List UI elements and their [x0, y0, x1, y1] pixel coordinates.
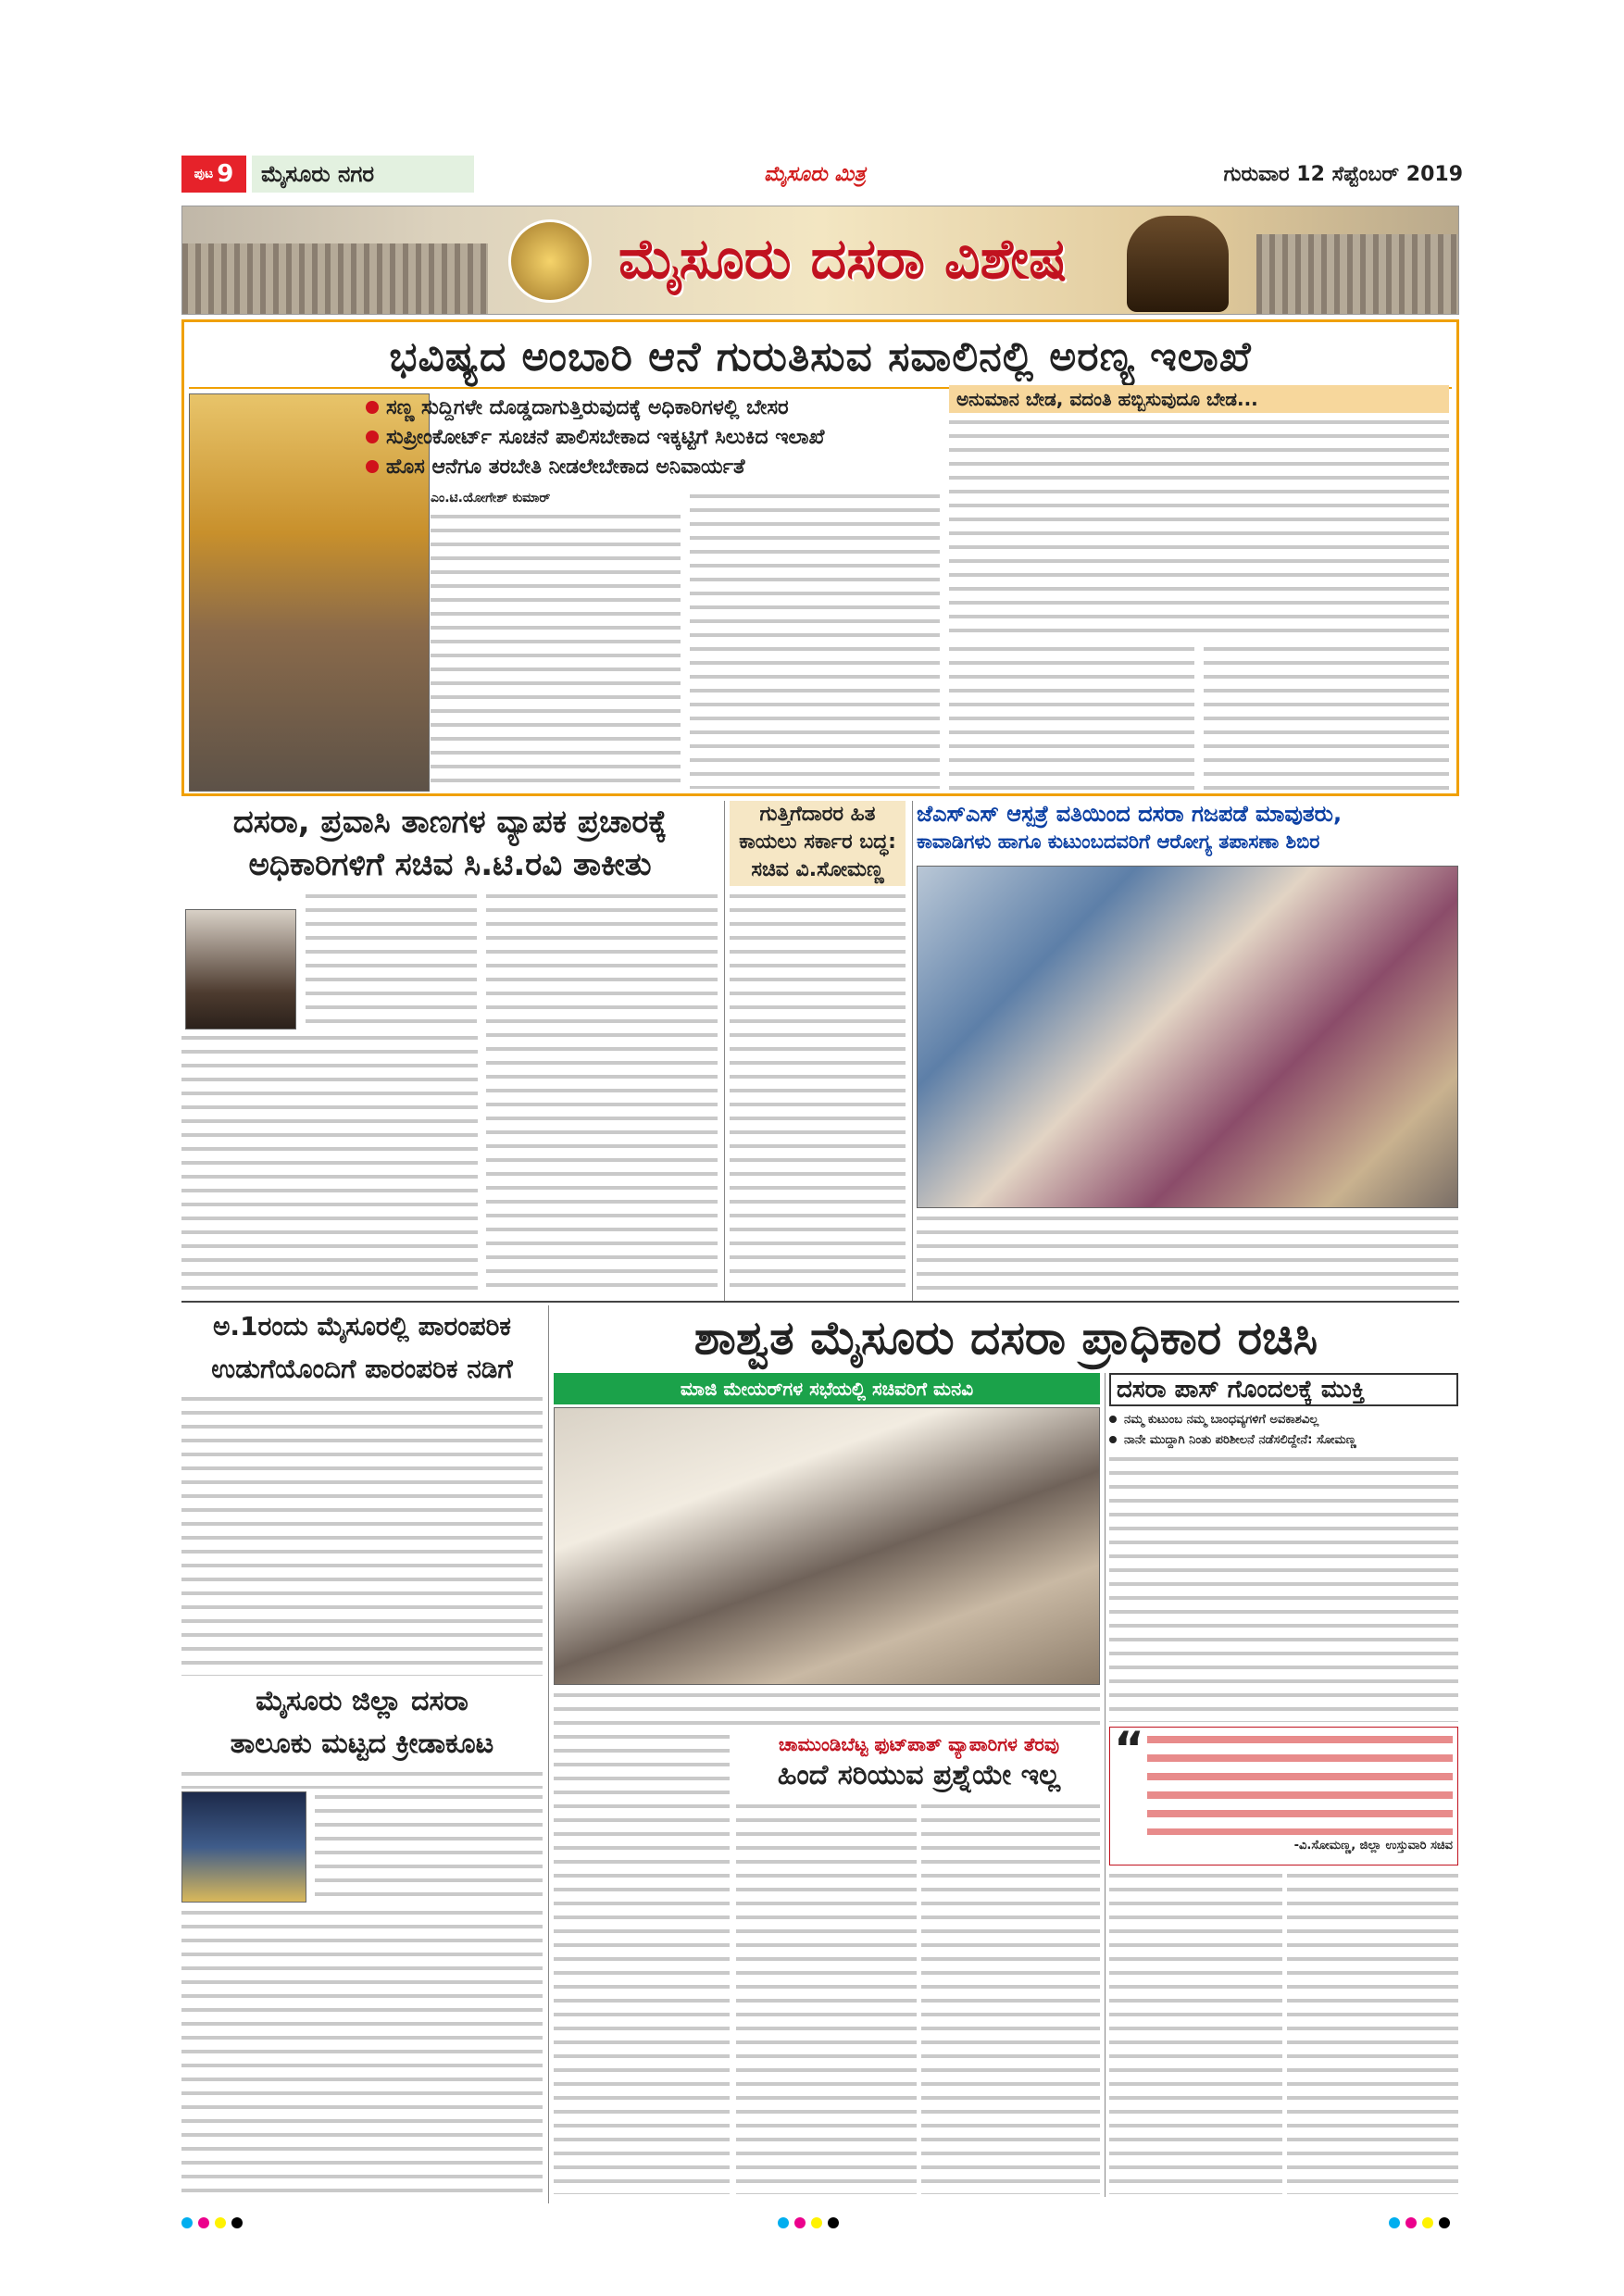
page-number-badge: [181, 156, 246, 193]
authority-sub-bar: ಮಾಜಿ ಮೇಯರ್‌ಗಳ ಸಭೆಯಲ್ಲಿ ಸಚಿವರಿಗೆ ಮನವಿ: [554, 1373, 1100, 1404]
sports-headline: ಮೈಸೂರು ಜಿಲ್ಲಾ ದಸರಾ ತಾಲೂಕು ಮಟ್ಟದ ಕ್ರೀಡಾಕೂಟ: [230, 1685, 494, 1760]
quote-box: [1109, 1722, 1458, 1866]
palace-image-right: [1256, 234, 1458, 314]
section-name: ಮೈಸೂರು ನಗರ: [252, 156, 474, 193]
page-number: 9: [217, 160, 234, 188]
paper-name: ಮೈಸೂರು ಮಿತ್ರ: [764, 162, 866, 186]
authority-body-col-1: [554, 1731, 730, 2194]
lead-body-col-2: [690, 491, 940, 789]
lead-body-col-3: [949, 643, 1194, 792]
divider: [1105, 1373, 1106, 2197]
divider: [181, 1301, 1459, 1303]
lead-bullet: ಸುಪ್ರೀಂಕೋರ್ಟ್ ಸೂಚನೆ ಪಾಲಿಸಬೇಕಾದ ಇಕ್ಕಟ್ಟಿಗೆ ಸಿಲುಕಿದ ಇಲಾಖೆ: [366, 423, 940, 451]
jss-headline-1: ಜೆಎಸ್‌ಎಸ್ ಆಸ್ಪತ್ರೆ ವತಿಯಿಂದ ದಸರಾ ಗಜಪಡೆ ಮಾವುತರು,: [917, 801, 1343, 827]
registration-marks-left: [181, 2217, 243, 2228]
registration-dot: [1439, 2217, 1450, 2228]
lead-bullet: ಹೊಸ ಆನೆಗೂ ತರಬೇತಿ ನೀಡಲೇಬೇಕಾದ ಅನಿವಾರ್ಯತೆ: [366, 453, 940, 480]
pass-bullet: ನಮ್ಮ ಕುಟುಂಬ ನಮ್ಮ ಬಾಂಧವ್ಯಗಳಿಗೆ ಅವಕಾಶವಿಲ್ಲ: [1109, 1409, 1458, 1429]
pass-headline: ದಸರಾ ಪಾಸ್ ಗೊಂದಲಕ್ಕೆ ಮುಕ್ತಿ: [1109, 1373, 1458, 1406]
lead-body-col-1: [431, 511, 681, 789]
ravi-body-col-1a: [306, 891, 477, 1029]
ravi-body-col-2: [486, 891, 718, 1296]
divider: [548, 1305, 549, 2203]
contractors-body: [730, 891, 906, 1296]
meeting-photo-caption: [554, 1690, 1100, 1727]
bullet-icon: [366, 401, 379, 414]
pass-body-col-2: [1109, 1870, 1282, 2194]
lead-headline: ಭವಿಷ್ಯದ ಅಂಬಾರಿ ಆನೆ ಗುರುತಿಸುವ ಸವಾಲಿನಲ್ಲಿ ಅರಣ್ಯ ಇಲಾಖೆ: [389, 332, 1252, 381]
quote-attribution: -ವಿ.ಸೋಮಣ್ಣ, ಜಿಲ್ಲಾ ಉಸ್ತುವಾರಿ ಸಚಿವ: [1293, 1839, 1453, 1853]
minister-ct-ravi-photo: [185, 909, 296, 1029]
registration-dot: [778, 2217, 789, 2228]
mahishasura-statue-image: [1127, 216, 1229, 312]
footpath-headline: ಚಾಮುಂಡಿಬೆಟ್ಟ ಫುಟ್‌ಪಾತ್ ವ್ಯಾಪಾರಿಗಳ ತೆರವು ಹಿಂದೆ ಸರಿಯುವ ಪ್ರಶ್ನೆಯೇ ಇಲ್ಲ: [777, 1733, 1061, 1791]
registration-dot: [198, 2217, 209, 2228]
quote-mark-icon: “: [1114, 1722, 1144, 1776]
heritage-walk-body: [181, 1393, 543, 1676]
lead-sidebar-heading: ಅನುಮಾನ ಬೇಡ, ವದಂತಿ ಹಬ್ಬಿಸುವುದೂ ಬೇಡ...: [949, 385, 1449, 413]
sports-body-col-2: [181, 1907, 543, 2194]
registration-marks-center: [778, 2217, 839, 2228]
bullet-icon: [366, 430, 379, 443]
jss-headline-2: ಕಾವಾಡಿಗಳು ಹಾಗೂ ಕುಟುಂಬದವರಿಗೆ ಆರೋಗ್ಯ ತಪಾಸಣಾ ಶಿಬಿರ: [917, 830, 1320, 853]
contractors-headline: ಗುತ್ತಿಗೆದಾರರ ಹಿತ ಕಾಯಲು ಸರ್ಕಾರ ಬದ್ಧ: ಸಚಿವ ವಿ.ಸೋಮಣ್ಣ: [730, 801, 906, 886]
registration-marks-right: [1389, 2217, 1450, 2228]
lead-sidebar-body: [949, 417, 1449, 639]
bullet-icon: [1109, 1416, 1117, 1423]
lead-bullet: ಸಣ್ಣ ಸುದ್ದಿಗಳೇ ದೊಡ್ಡದಾಗುತ್ತಿರುವುದಕ್ಕೆ ಅಧಿಕಾರಿಗಳಲ್ಲಿ ಬೇಸರ: [366, 393, 940, 421]
authority-headline: ಶಾಶ್ವತ ಮೈಸೂರು ದಸರಾ ಪ್ರಾಧಿಕಾರ ರಚಿಸಿ: [693, 1311, 1318, 1365]
bullet-icon: [1109, 1436, 1117, 1443]
issue-date: ಗುರುವಾರ 12 ಸೆಪ್ಟೆಂಬರ್ 2019: [1223, 162, 1463, 186]
heritage-walk-headline: ಅ.1ರಂದು ಮೈಸೂರಲ್ಲಿ ಪಾರಂಪರಿಕ ಉಡುಗೆಯೊಂದಿಗೆ ಪಾರಂಪರಿಕ ನಡಿಗೆ: [211, 1311, 513, 1384]
registration-dot: [828, 2217, 839, 2228]
registration-dot: [811, 2217, 822, 2228]
ravi-body-col-1b: [181, 1032, 478, 1296]
footpath-body-col-1: [736, 1801, 917, 2194]
footpath-body-col-2: [921, 1801, 1100, 2194]
palace-image-left: [182, 243, 488, 314]
bullet-icon: [366, 460, 379, 473]
divider: [912, 801, 913, 1301]
sports-body-lead: [181, 1768, 543, 1789]
lead-body-col-4: [1204, 643, 1449, 792]
pass-body: [1109, 1454, 1458, 1722]
registration-dot: [215, 2217, 226, 2228]
registration-dot: [1422, 2217, 1433, 2228]
lead-byline: ಎಂ.ಟಿ.ಯೋಗೇಶ್ ಕುಮಾರ್: [431, 491, 551, 505]
quote-text: [1147, 1733, 1453, 1835]
pass-body-col-3: [1287, 1870, 1458, 2194]
registration-dot: [794, 2217, 806, 2228]
health-camp-photo: [917, 866, 1458, 1208]
registration-dot: [1389, 2217, 1400, 2228]
sports-photo: [181, 1791, 306, 1903]
former-mayors-meeting-photo: [554, 1407, 1100, 1685]
jss-photo-caption: [917, 1213, 1458, 1296]
ravi-headline: ದಸರಾ, ಪ್ರವಾಸಿ ತಾಣಗಳ ವ್ಯಾಪಕ ಪ್ರಚಾರಕ್ಕೆ ಅಧಿಕಾರಿಗಳಿಗೆ ಸಚಿವ ಸಿ.ಟಿ.ರವಿ ತಾಕೀತು: [232, 804, 668, 883]
page-label: ಪುಟ: [194, 167, 214, 181]
pass-bullet: ನಾನೇ ಮುದ್ದಾಗಿ ನಿಂತು ಪರಿಶೀಲನೆ ನಡೆಸಲಿದ್ದೇನೆ: ಸೋಮಣ್ಣ: [1109, 1429, 1458, 1450]
banner-title: ಮೈಸೂರು ದಸರಾ ವಿಶೇಷ: [618, 227, 1068, 292]
registration-dot: [231, 2217, 243, 2228]
registration-dot: [1405, 2217, 1417, 2228]
registration-dot: [181, 2217, 193, 2228]
sports-body-col-1: [315, 1791, 543, 1903]
divider: [724, 801, 725, 1301]
